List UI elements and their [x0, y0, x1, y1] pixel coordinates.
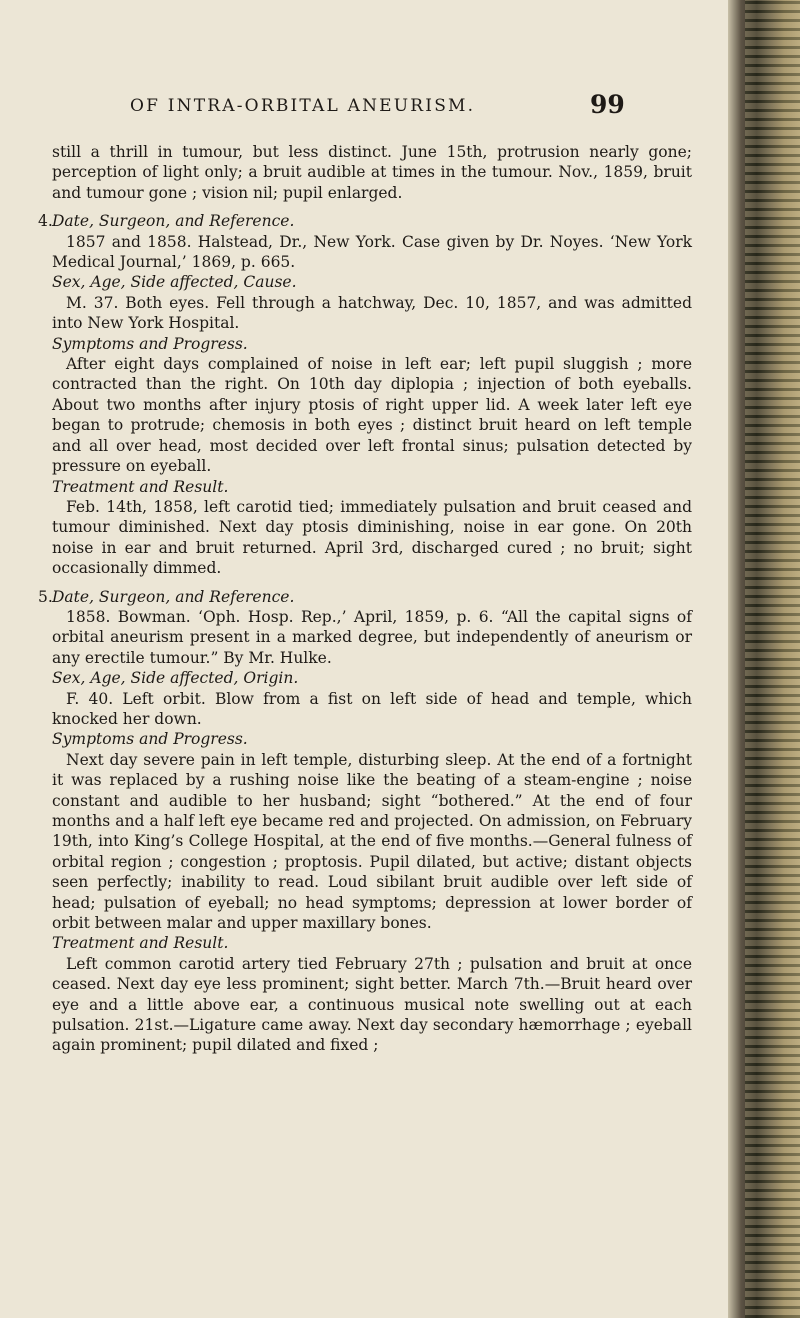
- case-4-treatment-heading: Treatment and Result.: [52, 477, 229, 496]
- case-5-symptoms-text: Next day severe pain in left temple, disturbing sleep. At the end of a fortnight it was replaced by a rushing noise like the beating of a steam-engine ; noise constant and audible to her husband; sight “bothered.” At the end of four months and a half left eye became red and projected. On admission, on February 19th, into King’s College Hospital, at the end of five months.—General fulness of orbital region ; congestion ; proptosis. Pupil dilated, but active; distant objects seen perfectly; inability to read. Loud sibilant bruit audible over left side of head; pulsation of eyeball; no head symptoms; depression at lower border of orbit between malar and upper maxillary bones.: [52, 750, 692, 933]
- case-5-sex-heading: Sex, Age, Side affected, Origin.: [52, 669, 299, 688]
- case-5-treatment-heading: Treatment and Result.: [52, 934, 229, 953]
- case-4-date-text: 1857 and 1858. Halstead, Dr., New York. Case given by Dr. Noyes. ‘New York Medical Journal,’ 1869, p. 665.: [52, 232, 692, 272]
- case-4-number: 4.: [38, 212, 53, 231]
- case-4-sex-text: M. 37. Both eyes. Fell through a hatchway, Dec. 10, 1857, and was admitted into New York Hospital.: [52, 293, 692, 333]
- case-5-date-heading: 5.Date, Surgeon, and Reference.: [38, 587, 295, 606]
- case-5-symptoms-heading: Symptoms and Progress.: [52, 730, 248, 749]
- case-4-sex-heading: Sex, Age, Side affected, Cause.: [52, 273, 297, 292]
- page-header: [130, 90, 625, 120]
- page-body: [38, 142, 692, 1064]
- intro-paragraph: still a thrill in tumour, but less distinct. June 15th, protrusion nearly gone; perception of light only; a bruit audible at times in the tumour. Nov., 1859, bruit and tumour gone ; vision nil; pupil enlarged.: [52, 143, 692, 202]
- case-5-number: 5.: [38, 587, 53, 606]
- running-head: OF INTRA-ORBITAL ANEURISM.: [130, 96, 476, 116]
- book-edge-texture: [745, 0, 800, 1318]
- case-4-symptoms-heading: Symptoms and Progress.: [52, 334, 248, 353]
- case-5-sex-text: F. 40. Left orbit. Blow from a fist on left side of head and temple, which knocked her down.: [52, 689, 692, 728]
- page-number: 99: [590, 90, 625, 119]
- case-4: [38, 211, 692, 578]
- case-5-date-text: 1858. Bowman. ‘Oph. Hosp. Rep.,’ April, 1859, p. 6. “All the capital signs of orbital aneurism present in a marked degree, but independently of aneurism or any erectile tumour.” By Mr. Hulke.: [52, 607, 692, 667]
- case-5-treatment-text: Left common carotid artery tied February 27th ; pulsation and bruit at once ceased. Next day eye less prominent; sight better. March 7th.—Bruit heard over eye and a little above ear, a continuous musical note swelling out at each pulsation. 21st.—Ligature came away. Next day secondary hæmorrhage ; eyeball again prominent; pupil dilated and fixed ;: [52, 954, 692, 1055]
- case-4-treatment-text: Feb. 14th, 1858, left carotid tied; immediately pulsation and bruit ceased and tumour diminished. Next day ptosis diminishing, noise in ear gone. On 20th noise in ear and bruit returned. April 3rd, discharged cured ; no bruit; sight occasionally dimmed.: [52, 497, 692, 578]
- case-4-date-heading: 4.Date, Surgeon, and Reference.: [38, 212, 295, 231]
- case-4-symptoms-text: After eight days complained of noise in left ear; left pupil sluggish ; more contracted than the right. On 10th day diplopia ; injection of both eyeballs. About two months after injury ptosis of right upper lid. A week later left eye began to protrude; chemosis in both eyes ; distinct bruit heard on left temple and all over head, most decided over left frontal sinus; pulsation detected by pressure on eyeball.: [52, 355, 692, 476]
- case-5: [38, 587, 692, 1056]
